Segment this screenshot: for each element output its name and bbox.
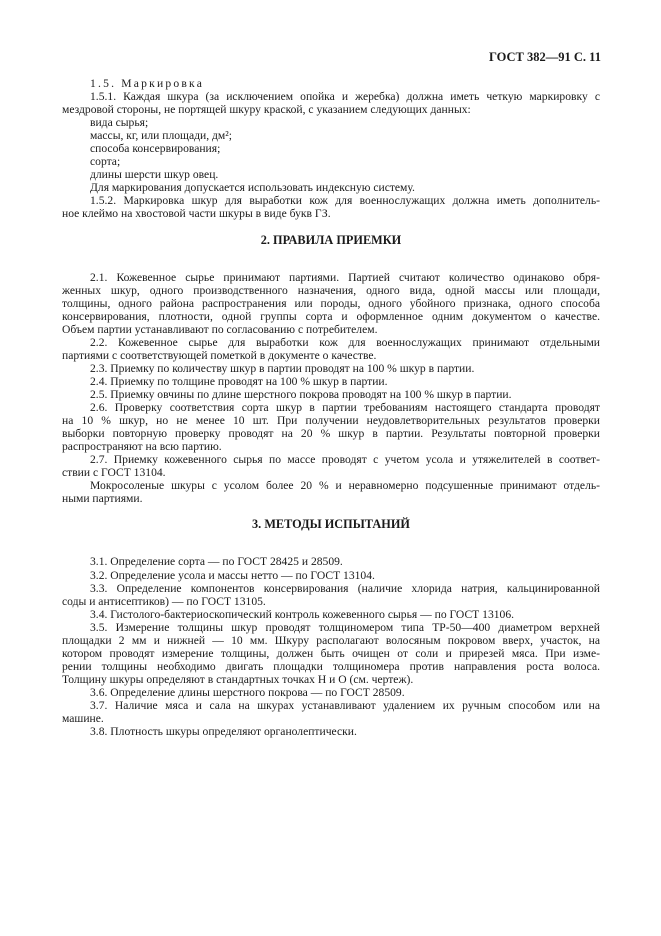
text-line: Толщину шкуры определяют в стандартных точках Н и О (см. чертеж). <box>62 672 414 686</box>
text-line: 2.1. Кожевенное сырье принимают партиями. Партией считают количество одинаково обря- <box>90 270 600 284</box>
text-line: длины шерсти шкур овец. <box>90 168 219 182</box>
text-line: консервирования, плотности, одной группы сорта и оформленное одним документом о качестве. <box>62 309 600 323</box>
text-line: соды и антисептиков) — по ГОСТ 13105. <box>62 594 266 608</box>
text-line: Для маркирования допускается использовать индексную систему. <box>90 181 415 195</box>
text-line: 3.1. Определение сорта — по ГОСТ 28425 и 28509. <box>90 555 343 569</box>
text-line: площадки 2 мм и нижней — 10 мм. Шкуру располагают волосяным покровом вверх, участок, на <box>62 633 600 647</box>
text-line: ствии с ГОСТ 13104. <box>62 466 166 480</box>
text-line: 2.4. Приемку по толщине проводят на 100 % шкур в партии. <box>90 374 388 388</box>
text-line: 2.7. Приемку кожевенного сырья по массе проводят с учетом усола и утяжелителей в соответ- <box>90 453 600 467</box>
text-line: на 10 % шкур, но не менее 10 шт. При получении неудовлетворительных результатов проверки <box>62 414 600 428</box>
text-line: 3.5. Измерение толщины шкур проводят толщиномером типа ТР-50—400 диаметром верхней <box>90 620 600 634</box>
text-line: массы, кг, или площади, дм²; <box>90 129 232 143</box>
text-line: 1.5. Маркировка <box>90 77 205 90</box>
text-line: 3.4. Гистолого-бактериоскопический контроль кожевенного сырья — по ГОСТ 13106. <box>90 607 515 621</box>
spacer <box>62 221 600 234</box>
text-line: 2.6. Проверку соответствия сорта шкур в партии требованиям настоящего стандарта проводят <box>90 401 600 415</box>
text-line: мездровой стороны, не портящей шкуру краской, с указанием следующих данных: <box>62 103 471 117</box>
text-line: 3.8. Плотность шкуры определяют органолептически. <box>90 725 357 739</box>
text-line: Объем партии устанавливают по согласованию с потребителем. <box>62 322 378 336</box>
section-heading: 2. ПРАВИЛА ПРИЕМКИ <box>260 232 402 247</box>
text-line: женных шкур, одного производственного назначения, одного вида, одной массы или площади, <box>62 283 600 297</box>
text-line: Мокросоленые шкуры с усолом более 20 % и неравномерно подсушенные принимают отдель- <box>90 479 600 493</box>
text-line: партиями с соответствующей пометкой в документе о качестве. <box>62 348 377 362</box>
text-line: 3.2. Определение усола и массы нетто — по ГОСТ 13104. <box>90 568 375 582</box>
text-line: 3.7. Наличие мяса и сала на шкурах устанавливают удалением их ручным способом или на <box>90 698 600 712</box>
text-line: рении толщины необходимо двигать площадки толщиномера против направления роста волоса. <box>62 659 600 673</box>
text-line: толщины, одного района распространения или породы, одного убойного признака, одного способа <box>62 296 600 310</box>
text-line: распространяют на всю партию. <box>62 440 222 454</box>
text-line: ными партиями. <box>62 492 143 506</box>
text-line: выборки повторную проверку проводят на 20 % шкур в партии. Результаты повторной проверки <box>62 427 600 441</box>
text-line: 1.5.1. Каждая шкура (за исключением опойка и жеребка) должна иметь четкую маркировку с <box>90 90 600 104</box>
text-line: ное клеймо на хвостовой части шкуры в виде букв ГЗ. <box>62 207 331 221</box>
text-line: сорта; <box>90 155 121 169</box>
section-heading: 3. МЕТОДЫ ИСПЫТАНИЙ <box>252 517 410 532</box>
text-line: 2.2. Кожевенное сырье для выработки кож для военнослужащих принимают отдельными <box>90 335 600 349</box>
text-line: 3.3. Определение компонентов консервирования (наличие хлорида натрия, кальцинированной <box>90 581 600 595</box>
text-line: 2.3. Приемку по количеству шкур в партии проводят на 100 % шкур в партии. <box>90 361 475 375</box>
page-header: ГОСТ 382—91 С. 11 <box>489 50 601 64</box>
text-line: 1.5.2. Маркировка шкур для выработки кож для военнослужащих должна иметь дополнитель- <box>90 194 600 208</box>
text-line: способа консервирования; <box>90 142 221 156</box>
document-body <box>62 77 600 738</box>
text-line: 3.6. Определение длины шерстного покрова — по ГОСТ 28509. <box>90 685 405 699</box>
text-line: котором проводят измерение толщины, должен быть очищен от соли и прирезей мяса. При изме- <box>62 646 600 660</box>
text-line: вида сырья; <box>90 116 149 130</box>
spacer <box>62 247 600 271</box>
text-line: машине. <box>62 712 104 726</box>
text-line: 2.5. Приемку овчины по длине шерстного покрова проводят на 100 % шкур в партии. <box>90 387 512 401</box>
spacer <box>62 531 600 555</box>
